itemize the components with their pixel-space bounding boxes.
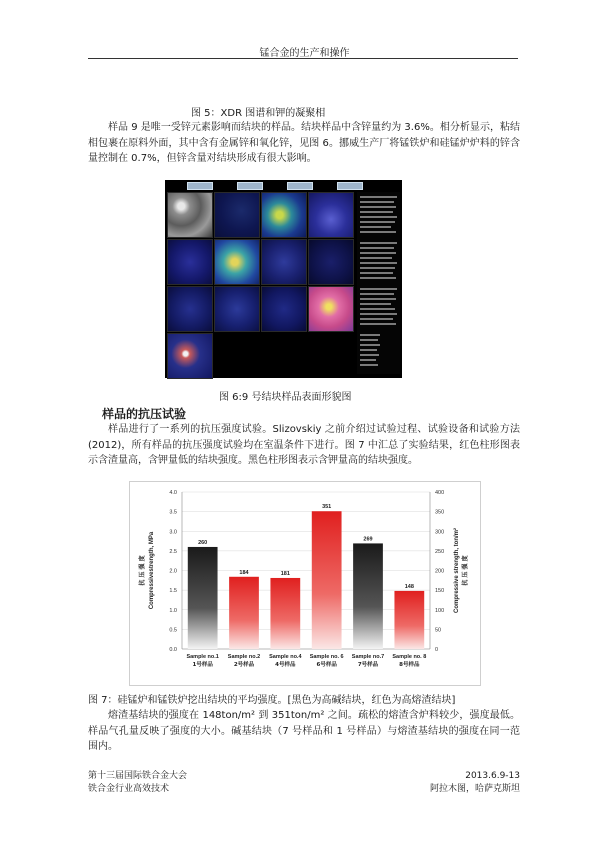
bar-5 [353,543,383,649]
category-label: Sample no.2 [227,654,261,660]
category-label: Sample no.7 [351,654,385,660]
left-tick-label: 0.5 [169,627,177,634]
bar-3 [270,578,300,649]
right-axis-title-cn: 抗 压 强 度 [462,555,469,586]
mosaic-tab [187,182,213,190]
mosaic-tab [287,182,313,190]
figure7-chart [130,482,480,685]
category-label-cn: 6号样品 [316,662,337,668]
left-tick-label: 0.0 [169,647,177,653]
data-label: 260 [198,539,208,546]
element-map-image [167,286,213,332]
left-axis-title-cn: 抗 压 强 度 [139,555,146,586]
left-tick-label: 2.5 [169,548,177,555]
category-label: Sample no.1 [186,654,219,660]
footer-conference: 第十三届国际铁合金大会 [88,771,188,781]
category-label: Sample no. 8 [392,654,427,660]
bar-6 [394,591,424,649]
category-label-cn: 7号样品 [357,662,379,668]
mosaic-tab [237,182,263,190]
category-label-cn: 8号样品 [399,662,420,668]
element-map-image [167,333,213,379]
element-map-image [308,192,354,238]
element-map-image [214,286,260,332]
data-label: 181 [280,570,290,577]
mosaic-tab [337,182,363,190]
data-table-panel [357,192,400,374]
category-label: Sample no.4 [269,654,302,660]
section-title: 样品的抗压试验 [102,407,187,421]
element-map-image [308,239,354,285]
element-map-image [214,239,260,285]
bar-2 [229,577,259,649]
figure7-caption: 图 7：硅锰炉和锰铁炉挖出结块的平均强度。[黑色为高碱结块，红色为高熔渣结块] [88,695,456,706]
figure7-chart-frame [129,481,481,686]
figure5-caption: 图 5：XDR 图谱和钾的凝聚相 [191,108,326,119]
category-label-cn: 4号样品 [275,662,296,668]
left-tick-label: 4.0 [169,490,177,496]
right-tick-label: 300 [435,529,445,536]
element-map-image [261,192,307,238]
paragraph-strength-range: 熔渣基结块的强度在 148ton/m² 到 351ton/m² 之间。疏松的熔渣含炉料较少，强度最低。样品气孔量反映了强度的大小。碱基结块（7 号样品和 1 号样品）与熔渣基结块的强度在同一范围内。 [88,710,520,752]
data-label: 148 [404,583,414,590]
right-tick-label: 400 [435,490,445,496]
data-label: 184 [239,569,249,576]
right-tick-label: 100 [435,607,445,614]
category-label-cn: 2号样品 [233,662,255,668]
left-tick-label: 2.0 [169,568,177,575]
footer-right [388,770,520,796]
footer-left [88,770,187,796]
paragraph-compression-test: 样品进行了一系列的抗压强度试验。Slizovskiy 之前介绍过试验过程、试验设备和试验方法(2012)，所有样品的抗压强度试验均在室温条件下进行。图 7 中汇总了实验结果，红色柱形图表示含渣量高，含钾量低的结块强度。黑色柱形图表示含钾量高的结块强度。 [88,424,520,466]
data-label: 269 [363,536,373,543]
bar-1 [188,547,218,649]
category-label: Sample no. 6 [309,654,344,660]
element-map-image [261,239,307,285]
element-map-image [214,192,260,238]
right-axis-title: Compressive strength, ton/m² [454,527,460,614]
left-tick-label: 3.0 [169,529,177,536]
right-tick-label: 250 [435,548,445,555]
electron-micrograph-image [167,192,213,238]
running-header: 锰合金的生产和操作 [259,48,350,59]
data-label: 351 [322,504,332,511]
footer-topic: 铁合金行业高效技术 [88,784,170,794]
figure6-caption: 图 6:9 号结块样品表面形貌图 [219,392,352,403]
bar-4 [312,511,342,649]
element-map-image [308,286,354,332]
left-tick-label: 1.0 [169,607,177,614]
element-map-image [261,286,307,332]
footer-location: 阿拉木图，哈萨克斯坦 [429,784,520,794]
header-rule [88,58,518,59]
paragraph-zinc: 样品 9 是唯一受锌元素影响而结块的样品。结块样品中含锌量约为 3.6%。相分析显示，粘结相包裹在原料外面，其中含有金属锌和氧化锌，见图 6。挪威生产厂将锰铁炉和硅锰炉炉料的锌含量控制在 0.7%，但锌含量对结块形成有很大影响。 [88,122,520,164]
left-tick-label: 1.5 [169,588,177,595]
left-axis-title: Compressivestrength, MPa [149,531,155,610]
footer-date: 2013.6.9-13 [465,771,520,781]
right-tick-label: 200 [435,568,445,575]
element-map-image [167,239,213,285]
category-label-cn: 1号样品 [192,662,213,668]
right-tick-label: 350 [435,509,445,516]
right-tick-label: 150 [435,588,445,595]
right-tick-label: 50 [435,627,442,634]
right-tick-label: 0 [435,647,439,653]
figure6-mosaic [165,180,402,378]
left-tick-label: 3.5 [169,509,177,516]
